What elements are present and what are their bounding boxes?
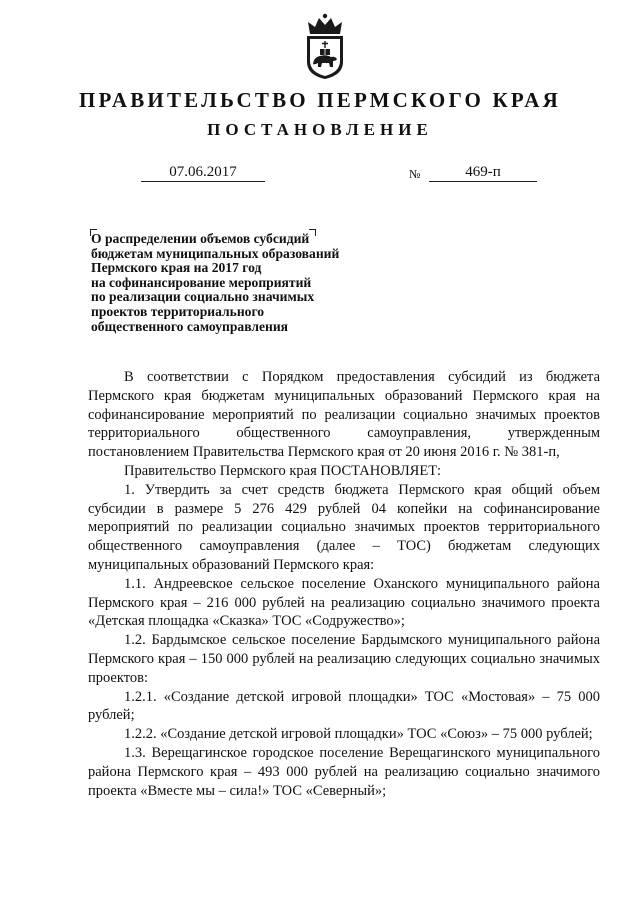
subject-line: по реализации социально значимых <box>91 289 315 305</box>
document-type-title: ПОСТАНОВЛЕНИЕ <box>207 120 433 139</box>
resolution-date: 07.06.2017 <box>141 163 265 182</box>
resolves-paragraph: Правительство Пермского края ПОСТАНОВЛЯЕТ: <box>124 462 442 479</box>
subject-line: бюджетам муниципальных образований <box>91 245 340 261</box>
preamble-paragraph: В соответствии с Порядком предоставления субсидий из бюджета Пермского края бюджетам муниципальных образований Пермского края на софинансирование мероприятий по реализации социально значимых проектов территориального общественного самоуправления, утвержденным постановлением Правительства Пермского края от 20 июня 2016 г. № 381-п, <box>88 369 600 461</box>
subject-line: на софинансирование мероприятий <box>91 274 312 290</box>
subject-line: проектов территориального <box>91 303 265 319</box>
clause-1-2: 1.2. Бардымское сельское поселение Бардымского муниципального района Пермского края – 150 000 рублей на реализацию следующих социально значимых проектов: <box>88 632 600 686</box>
clause-1-1: 1.1. Андреевское сельское поселение Оханского муниципального района Пермского края – 216 000 рублей на реализацию социально значимого проекта «Детская площадка «Сказка» ТОС «Содружество»; <box>88 575 600 630</box>
subject-line: Пермского края на 2017 год <box>91 260 262 276</box>
perm-coat-of-arms-icon <box>302 12 348 80</box>
resolution-number: 469-п <box>429 163 537 182</box>
number-sign: № <box>409 167 421 181</box>
clause-1-3: 1.3. Верещагинское городское поселение Верещагинского муниципального района Пермского края – 493 000 рублей на реализацию социально значимого проекта «Вместе мы – сила!» ТОС «Северный»; <box>88 744 600 799</box>
clause-1: 1. Утвердить за счет средств бюджета Пермского края общий объем субсидии в размере 5 276 429 рублей 04 копейки на софинансирование мероприятий по реализации социально значимых проектов территориального общественного самоуправления (далее – ТОС) бюджетам следующих муниципальных образований Пермского края: <box>88 481 600 573</box>
resolution-body <box>88 368 600 800</box>
government-title: ПРАВИТЕЛЬСТВО ПЕРМСКОГО КРАЯ <box>78 88 561 112</box>
subject-line: общественного самоуправления <box>91 318 289 334</box>
resolution-subject <box>91 232 391 334</box>
clause-1-2-2: 1.2.2. «Создание детской игровой площадки» ТОС «Союз» – 75 000 рублей; <box>124 726 593 743</box>
subject-line: О распределении объемов субсидий <box>91 231 310 246</box>
clause-1-2-1: 1.2.1. «Создание детской игровой площадки» ТОС «Мостовая» – 75 000 рублей; <box>88 688 600 724</box>
